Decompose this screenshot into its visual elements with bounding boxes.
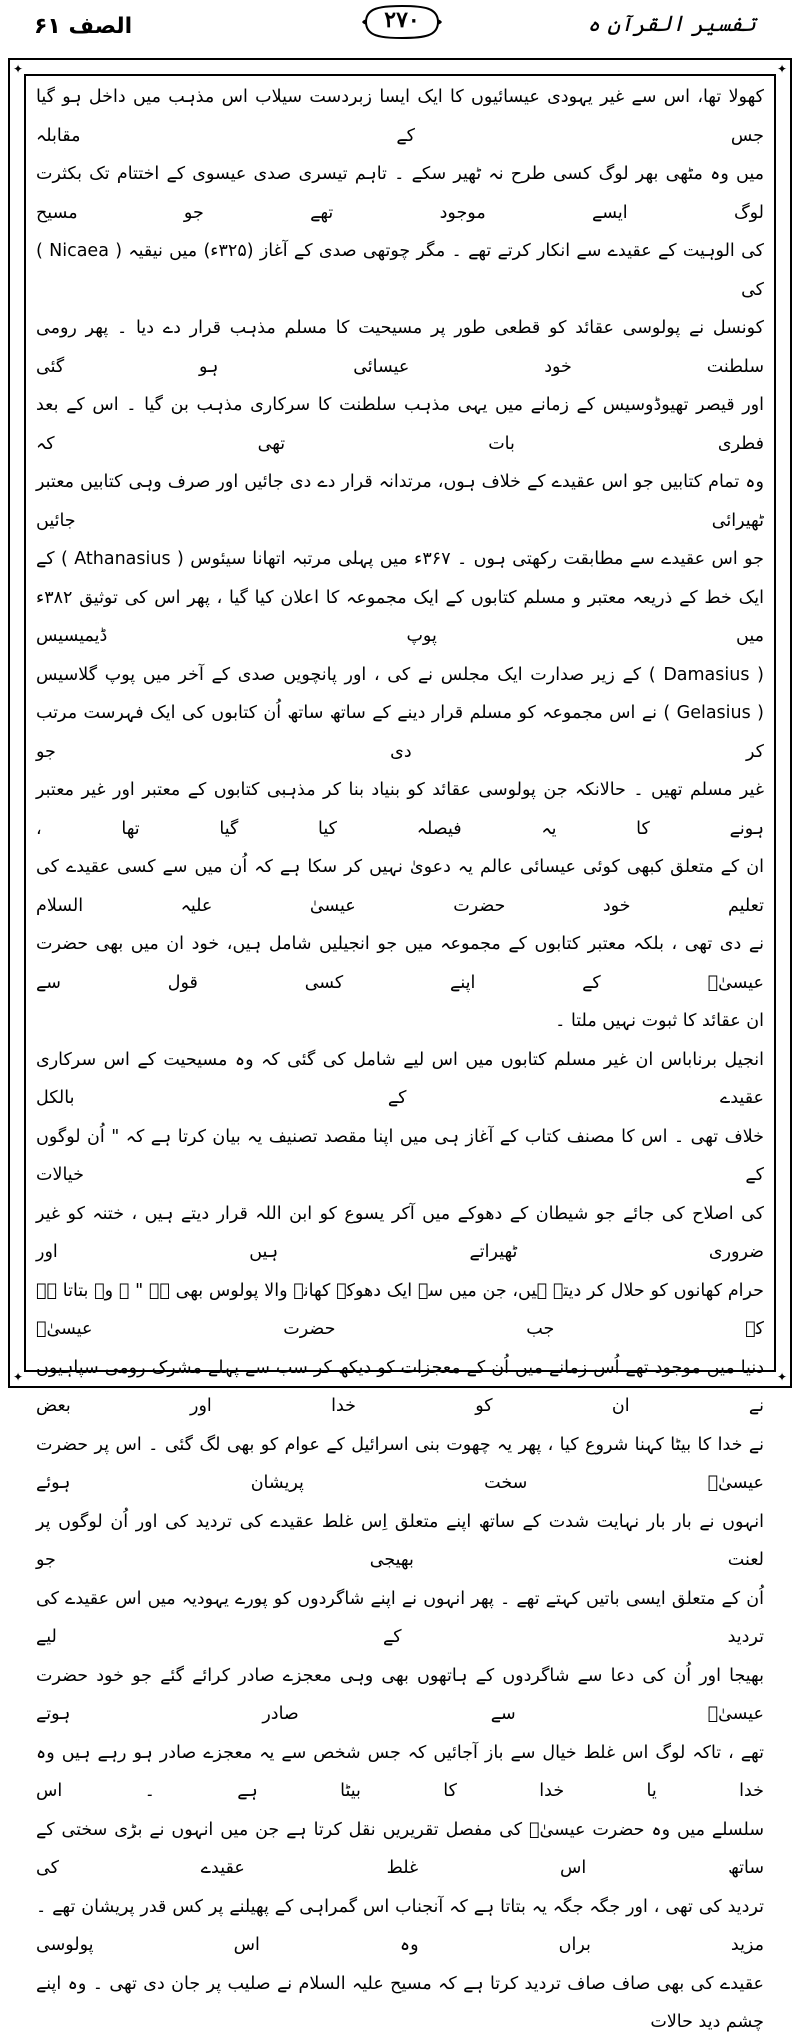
- text-line: تھے ، تاکہ لوگ اس غلط خیال سے باز آجائیں کہ جس شخص سے یہ معجزے صادر ہو رہے ہیں وہ خدا یا خدا کا بیٹا ہے ۔ اس: [36, 1742, 764, 1801]
- text-line: حرام کھانوں کو حلال کر دیتے ہیں، جن میں سے ایک دھوکہ کھانے والا پولوس بھی ہے " ۔ وہ بتاتا ہے کہ جب حضرت عیسیٰؑ: [36, 1280, 764, 1339]
- text-line: ایک خط کے ذریعہ معتبر و مسلم کتابوں کے ایک مجموعہ کا اعلان کیا گیا ، پھر اس کی توثیق ۳۸۲ء میں پوپ ڈیمیسیس: [36, 587, 764, 646]
- text-line: سلسلے میں وہ حضرت عیسیٰؑ کی مفصل تقریریں نقل کرتا ہے جن میں انہوں نے بڑی سختی کے ساتھ اس غلط عقیدے کی: [36, 1819, 764, 1878]
- text-line: ( Gelasius ) نے اس مجموعہ کو مسلم قرار دینے کے ساتھ ساتھ اُن کتابوں کی ایک فہرست مرتب کر دی جو: [36, 703, 765, 762]
- text-line: انہوں نے بار بار نہایت شدت کے ساتھ اپنے متعلق اِس غلط عقیدے کی تردید کی اور اُن لوگوں پر لعنت بھیجی جو: [36, 1511, 764, 1570]
- corner-ornament-icon: ✦: [776, 62, 787, 76]
- text-line: ان عقائد کا ثبوت نہیں ملتا ۔: [555, 1011, 764, 1031]
- text-line: اُن کے متعلق ایسی باتیں کہتے تھے ۔ پھر انہوں نے اپنے شاگردوں کو پورے یہودیہ میں اس عقیدے کی تردید کے لیے: [36, 1588, 764, 1647]
- text-line: دنیا میں موجود تھے اُس زمانے میں اُن کے معجزات کو دیکھ کر سب سے پہلے مشرک رومی سپاہیوں نے ان کو خدا اور بعض: [36, 1357, 764, 1416]
- text-line: عقیدے کی بھی صاف صاف تردید کرتا ہے کہ مسیح علیہ السلام نے صلیب پر جان دی تھی ۔ وہ اپنے چشم دید حالات: [36, 1973, 764, 2032]
- text-line: خلاف تھی ۔ اس کا مصنف کتاب کے آغاز ہی میں اپنا مقصد تصنیف یہ بیان کرتا ہے کہ " اُن لوگوں کے خیالات: [36, 1126, 764, 1185]
- text-line: کی اصلاح کی جائے جو شیطان کے دھوکے میں آکر یسوع کو ابن اللہ قرار دیتے ہیں ، ختنہ کو غیر ضروری ٹھیراتے ہیں اور: [36, 1203, 764, 1262]
- text-line: نے دی تھی ، بلکہ معتبر کتابوں کے مجموعہ میں جو انجیلیں شامل ہیں، خود ان میں بھی حضرت عیسیٰؑ کے اپنے کسی قول سے: [36, 934, 764, 993]
- page-number-ornament: [360, 2, 444, 42]
- surah-running-head: الصف ۶۱: [34, 14, 133, 39]
- text-line: تردید کی تھی ، اور جگہ جگہ یہ بتاتا ہے کہ آنجناب اس گمراہی کے پھیلنے پر کس قدر پریشان تھے ۔ مزید براں وہ اس پولوسی: [36, 1896, 764, 1955]
- text-line: ان کے متعلق کبھی کوئی عیسائی عالم یہ دعویٰ نہیں کر سکا ہے کہ اُن میں سے کسی عقیدے کی تعلیم خود حضرت عیسیٰ علیہ السلام: [36, 857, 764, 916]
- text-line: کونسل نے پولوسی عقائد کو قطعی طور پر مسیحیت کا مسلم مذہب قرار دے دیا ۔ پھر رومی سلطنت خود عیسائی ہو گئی: [36, 318, 764, 377]
- text-line: اور قیصر تھیوڈوسیس کے زمانے میں یہی مذہب سلطنت کا سرکاری مذہب بن گیا ۔ اس کے بعد فطری بات تھی کہ: [36, 395, 764, 454]
- text-line: انجیل برناباس ان غیر مسلم کتابوں میں اس لیے شامل کی گئی کہ وہ مسیحیت کے اس سرکاری عقیدے کے بالکل: [36, 1049, 764, 1108]
- corner-ornament-icon: ✦: [776, 1370, 787, 1384]
- text-line: کی الوہیت کے عقیدے سے انکار کرتے تھے ۔ مگر چوتھی صدی کے آغاز (۳۲۵ء) میں نیقیہ ( Nicaea ) کی: [36, 241, 765, 300]
- paragraph-2: [36, 1041, 764, 2042]
- text-line: بھیجا اور اُن کی دعا سے شاگردوں کے ہاتھوں بھی وہی معجزے صادر کرائے گئے جو خود حضرت عیسیٰؑ سے صادر ہوتے: [36, 1665, 764, 1724]
- corner-ornament-icon: ✦: [13, 62, 24, 76]
- page-number: ۲۷۰: [384, 7, 420, 33]
- book-title: تفسیر القرآن ہ: [587, 12, 756, 37]
- text-line: وہ تمام کتابیں جو اس عقیدے کے خلاف ہوں، مرتدانہ قرار دے دی جائیں اور صرف وہی کتابیں معتبر ٹھیرائی جائیں: [36, 472, 764, 531]
- paragraph-1: [36, 78, 764, 1041]
- text-line: نے خدا کا بیٹا کہنا شروع کیا ، پھر یہ چھوت بنی اسرائیل کے عوام کو بھی لگ گئی ۔ اس پر حضرت عیسیٰؑ سخت پریشان ہوئے: [36, 1434, 764, 1493]
- text-line: جو اس عقیدے سے مطابقت رکھتی ہوں ۔ ۳۶۷ء میں پہلی مرتبہ اتھانا سیئوس ( Athanasius ) کے: [36, 549, 764, 569]
- corner-ornament-icon: ✦: [13, 1370, 24, 1384]
- text-line: کھولا تھا، اس سے غیر یہودی عیسائیوں کا ایک ایسا زبردست سیلاب اس مذہب میں داخل ہو گیا جس کے مقابلہ: [36, 87, 764, 146]
- text-line: ( Damasius ) کے زیر صدارت ایک مجلس نے کی ، اور پانچویں صدی کے آخر میں پوپ گلاسیس: [36, 664, 765, 685]
- text-line: غیر مسلم تھیں ۔ حالانکہ جن پولوسی عقائد کو بنیاد بنا کر مذہبی کتابوں کے معتبر اور غیر معتبر ہونے کا یہ فیصلہ کیا گیا تھا ،: [36, 780, 764, 839]
- tafsir-body: [36, 78, 765, 2032]
- text-line: میں وہ مٹھی بھر لوگ کسی طرح نہ ٹھیر سکے ۔ تاہم تیسری صدی عیسوی کے اختتام تک بکثرت لوگ ایسے موجود تھے جو مسیح: [36, 164, 764, 223]
- page-header: [0, 0, 800, 56]
